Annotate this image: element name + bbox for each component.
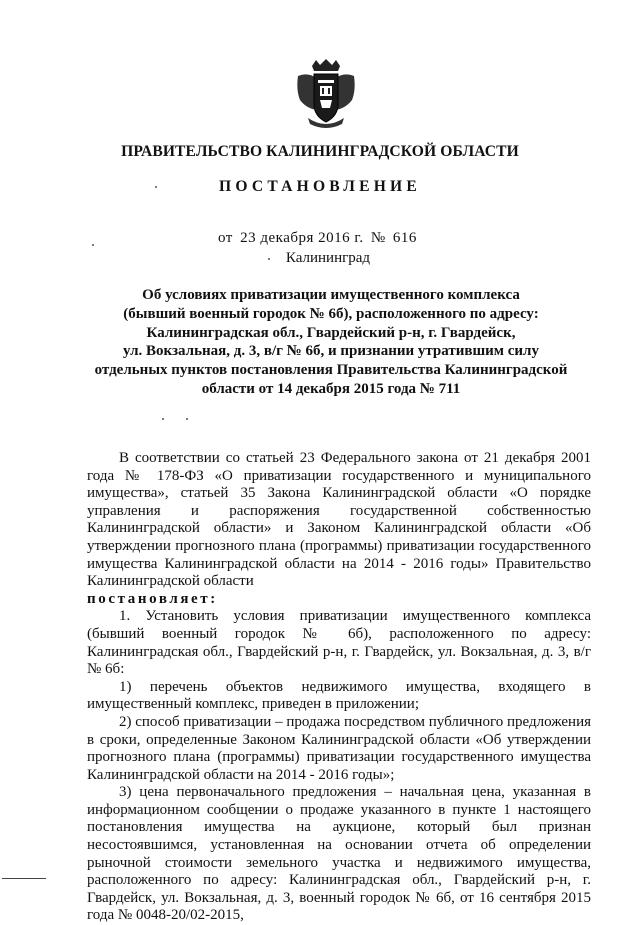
scan-speck	[268, 258, 270, 260]
preamble-paragraph: В соответствии со статьей 23 Федерального закона от 21 декабря 2001 года № 178-ФЗ «О приватизации государственного и муниципального имущества», статьей 35 Закона Калининградской области «О порядке управления и распоряжения государственной собственностью Калининградской области» и Законом Калининградской области «Об утверждении прогнозного плана (программы) приватизации государственного имущества Калининградской области на 2014 - 2016 годы» Правительство Калининградской области	[87, 450, 591, 590]
document-subject	[80, 286, 582, 399]
scan-speck	[162, 418, 164, 420]
subject-line: (бывший военный городок № 6б), расположенного по адресу:	[123, 305, 539, 322]
date-prefix: от	[218, 230, 233, 246]
decree-word: постановляет:	[87, 590, 218, 607]
scan-speck	[186, 418, 188, 420]
item-1-subitem-3: 3) цена первоначального предложения – начальная цена, указанная в информационном сообщении о продаже указанного в пункте 1 настоящего постановления имущества на аукционе, который был признан несостоявшимся, установленная на основании отчета об определении рыночной стоимости земельного участка и недвижимого имущества, расположенного по адресу: Калининградская обл., Гвардейский р-н, г. Гвардейск, ул. Вокзальная, д. 3, военный городок № 6б, от 16 сентября 2015 года № 0048-20/02-2015,	[87, 784, 591, 924]
document-body	[87, 450, 591, 925]
subject-line: отдельных пунктов постановления Правительства Калининградской	[94, 362, 568, 379]
city: Калининград	[285, 250, 371, 266]
document-date: 23 декабря 2016 г.	[240, 230, 364, 246]
subject-line: Об условиях приватизации имущественного комплекса	[142, 287, 520, 303]
item-1-subitem-1: 1) перечень объектов недвижимого имущества, входящего в имущественный комплекс, приведен в приложении;	[87, 678, 591, 713]
subject-line: области от 14 декабря 2015 года № 711	[201, 380, 461, 397]
item-1-subitem-2: 2) способ приватизации – продажа посредством публичного предложения в сроки, определенные Законом Калининградской области «Об утверждении прогнозного плана (программы) приватизации государственного имущества Калининградской области на 2014 - 2016 годы»;	[87, 713, 591, 783]
government-title: ПРАВИТЕЛЬСТВО КАЛИНИНГРАДСКОЙ ОБЛАСТИ	[121, 143, 519, 160]
document-number: 616	[392, 230, 417, 246]
number-sign: №	[370, 230, 386, 246]
scan-speck	[92, 244, 94, 246]
scan-speck	[155, 186, 157, 188]
subject-line: ул. Вокзальная, д. 3, в/г № 6б, и признании утратившим силу	[123, 343, 539, 360]
footer-rule	[2, 878, 46, 879]
item-1: 1. Установить условия приватизации имущественного комплекса (бывший военный городок № 6б), расположенного по адресу: Калининградская обл., Гвардейский р-н, г. Гвардейск, ул. Вокзальная, д. 3, в/г № 6б:	[87, 608, 591, 678]
document-type: ПОСТАНОВЛЕНИЕ	[219, 178, 421, 195]
coat-of-arms-icon	[294, 58, 358, 130]
subject-line: Калининградская обл., Гвардейский р-н, г. Гвардейск,	[146, 324, 516, 341]
date-and-number	[218, 230, 420, 247]
